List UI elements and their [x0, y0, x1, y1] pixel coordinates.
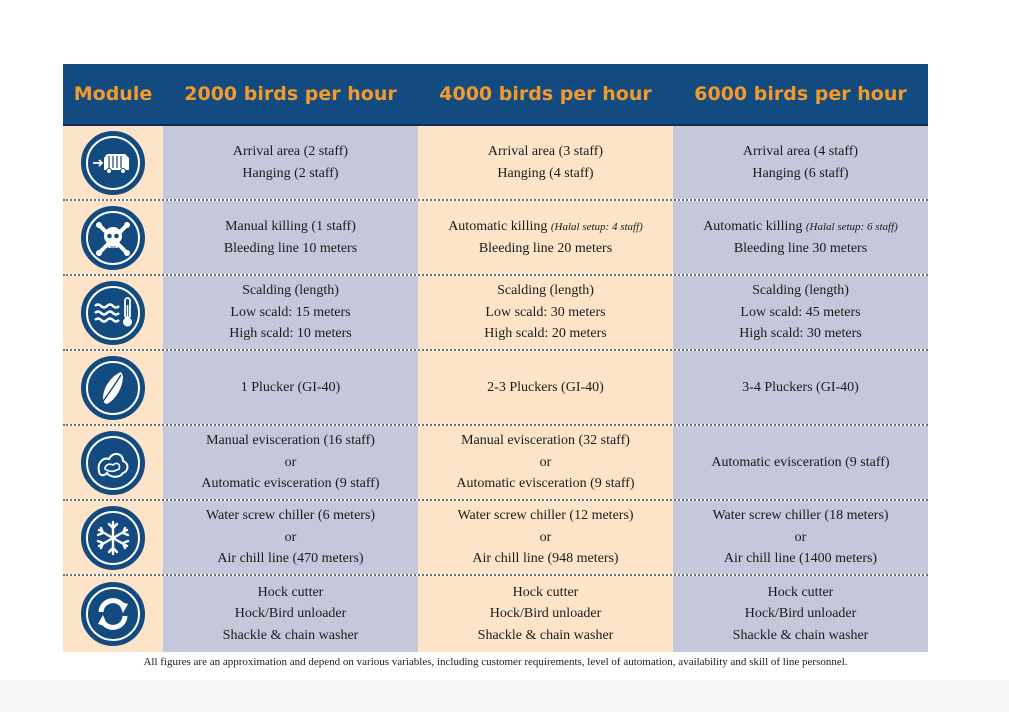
header-module: Module: [73, 83, 153, 105]
feather-icon: [81, 356, 145, 420]
header-2000-bph: 2000 birds per hour: [184, 83, 397, 105]
cell-line: High scald: 10 meters: [229, 326, 352, 342]
cell-line: [448, 216, 643, 239]
cell-line: Arrival area (3 staff): [487, 144, 604, 159]
cell-line: Hock cutter: [257, 584, 324, 600]
table-row: [63, 126, 928, 201]
cell-text: Automatic killing: [703, 218, 803, 234]
halal-note: (Halal setup: 6 staff): [805, 220, 898, 233]
arrival-truck-icon: [81, 131, 145, 195]
table-row: [63, 276, 928, 351]
cell-line: Shackle & chain washer: [477, 627, 614, 643]
cell-line: 1 Plucker (GI-40): [240, 379, 341, 395]
cell-2000: [163, 276, 418, 349]
cell-line: Water screw chiller (18 meters): [712, 508, 889, 524]
cell-line: Manual evisceration (32 staff): [461, 433, 630, 449]
cell-text: Automatic killing: [448, 218, 548, 234]
module-cell: [63, 501, 163, 574]
cell-line: High scald: 20 meters: [484, 326, 607, 342]
cell-line: or: [539, 529, 552, 545]
cell-line: Manual evisceration (16 staff): [206, 433, 375, 449]
cell-line: Air chill line (470 meters): [217, 551, 364, 567]
cell-6000: [673, 126, 928, 199]
cell-line: Hock/Bird unloader: [744, 606, 857, 622]
module-cell: [63, 351, 163, 424]
cell-4000: [418, 501, 673, 574]
cell-line: [703, 216, 898, 239]
table-row: [63, 501, 928, 576]
cell-line: Manual killing (1 staff): [225, 219, 356, 234]
cell-6000: [673, 576, 928, 652]
cell-line: Bleeding line 20 meters: [478, 241, 613, 256]
module-cell: [63, 276, 163, 349]
header-6000-bph: 6000 birds per hour: [694, 83, 907, 105]
module-cell: [63, 576, 163, 652]
cell-line: Bleeding line 10 meters: [223, 240, 358, 256]
cell-line: High scald: 30 meters: [739, 326, 862, 342]
snowflake-icon: [81, 506, 145, 570]
cell-2000: [163, 426, 418, 499]
cell-line: Hanging (4 staff): [497, 165, 594, 181]
cell-6000: [673, 426, 928, 499]
cell-line: Low scald: 15 meters: [230, 304, 351, 320]
cell-line: 3-4 Pluckers (GI-40): [742, 379, 859, 395]
cell-line: Low scald: 45 meters: [740, 304, 861, 320]
cell-6000: [673, 501, 928, 574]
cell-line: Automatic evisceration (9 staff): [201, 476, 380, 492]
cell-4000: [418, 276, 673, 349]
water-thermometer-icon: [81, 281, 145, 345]
cell-line: Hock/Bird unloader: [234, 606, 347, 622]
cell-line: Scalding (length): [752, 283, 849, 299]
cell-line: Water screw chiller (12 meters): [457, 508, 634, 524]
cell-line: Automatic evisceration (9 staff): [456, 476, 635, 492]
table-row: [63, 426, 928, 501]
cell-line: Air chill line (948 meters): [472, 551, 619, 567]
cell-line: Shackle & chain washer: [732, 627, 869, 643]
cell-line: or: [794, 529, 807, 545]
cell-line: Hock/Bird unloader: [489, 606, 602, 622]
intestine-icon: [81, 431, 145, 495]
cell-line: Water screw chiller (6 meters): [205, 508, 376, 524]
cell-4000: [418, 426, 673, 499]
page-bottom-band: [0, 680, 1009, 712]
cell-line: Hanging (6 staff): [752, 165, 849, 181]
cell-4000: [418, 201, 673, 274]
cell-line: Arrival area (4 staff): [742, 144, 859, 159]
cell-line: Shackle & chain washer: [222, 627, 359, 643]
cell-line: Hanging (2 staff): [242, 165, 339, 181]
cell-line: or: [284, 529, 297, 545]
recycle-arrows-icon: [81, 582, 145, 646]
cell-6000: [673, 276, 928, 349]
cell-4000: [418, 126, 673, 199]
table-row: [63, 201, 928, 276]
cell-line: or: [539, 454, 552, 470]
cell-line: Bleeding line 30 meters: [733, 241, 868, 256]
cell-line: Scalding (length): [497, 283, 594, 299]
cell-line: Low scald: 30 meters: [485, 304, 606, 320]
cell-line: or: [284, 454, 297, 470]
cell-6000: [673, 201, 928, 274]
halal-note: (Halal setup: 4 staff): [550, 220, 643, 233]
cell-line: Hock cutter: [512, 584, 579, 600]
module-cell: [63, 201, 163, 274]
cell-2000: [163, 501, 418, 574]
capacity-table: [63, 64, 928, 652]
cell-4000: [418, 576, 673, 652]
table-row: [63, 351, 928, 426]
cell-line: Air chill line (1400 meters): [723, 551, 878, 567]
cell-line: Hock cutter: [767, 584, 834, 600]
cell-2000: [163, 351, 418, 424]
skull-crossbones-icon: [81, 206, 145, 270]
footnote: All figures are an approximation and depend on various variables, including customer requirements, level of automation, availability and skill of line personnel.: [143, 656, 848, 668]
module-cell: [63, 426, 163, 499]
header-4000-bph: 4000 birds per hour: [439, 83, 652, 105]
cell-4000: [418, 351, 673, 424]
cell-line: Scalding (length): [242, 283, 339, 299]
cell-line: 2-3 Pluckers (GI-40): [487, 379, 604, 395]
cell-line: Arrival area (2 staff): [232, 144, 349, 159]
table-header: [63, 64, 928, 126]
table-row: [63, 576, 928, 652]
module-cell: [63, 126, 163, 199]
cell-6000: [673, 351, 928, 424]
cell-2000: [163, 576, 418, 652]
cell-2000: [163, 126, 418, 199]
cell-line: Automatic evisceration (9 staff): [711, 454, 890, 470]
cell-2000: [163, 201, 418, 274]
